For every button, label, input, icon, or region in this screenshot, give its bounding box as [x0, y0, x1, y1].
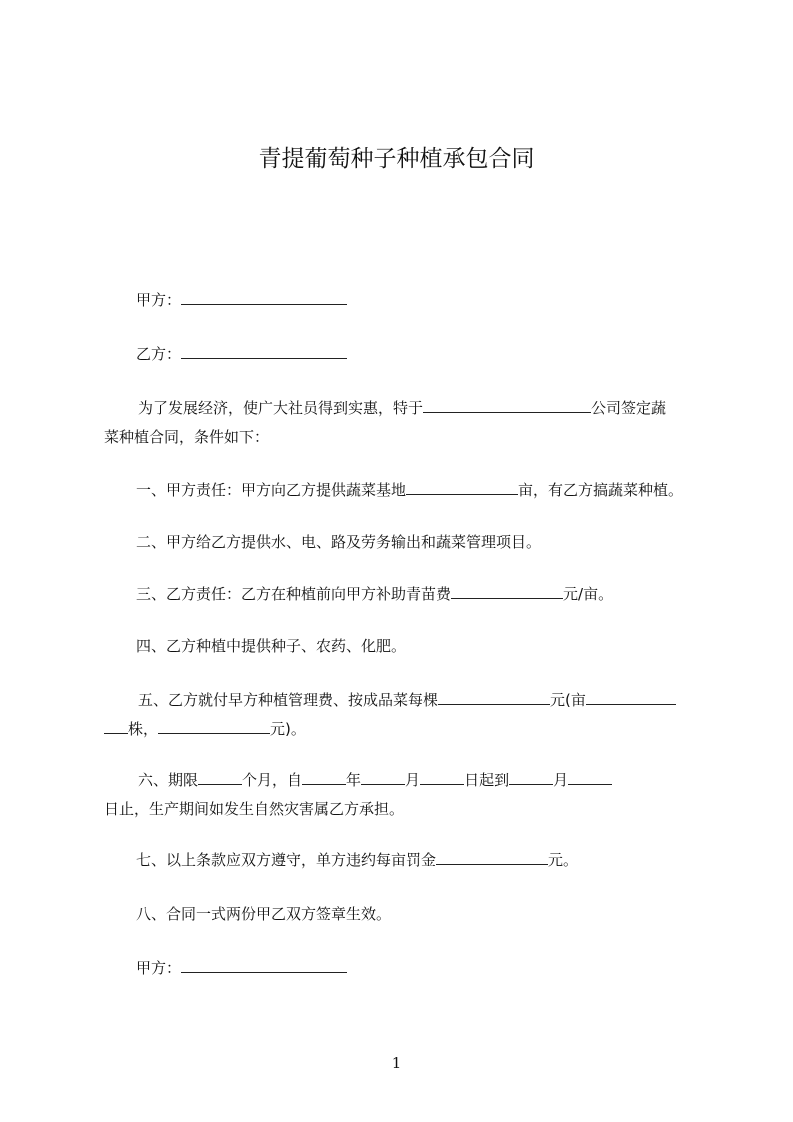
intro-text-3: 菜种植合同，条件如下：: [104, 428, 270, 446]
clause-7-text-2: 元。: [548, 851, 579, 869]
document-title: 青提葡萄种子种植承包合同: [258, 146, 535, 172]
clause-1: [104, 476, 736, 505]
party-b-line: [104, 340, 736, 369]
start-year-blank[interactable]: [302, 768, 346, 785]
clause-6-text-6: 月: [553, 771, 569, 789]
clause-1-text-2: 亩，有乙方搞蔬菜种植。: [518, 481, 684, 499]
intro-text-1: 为了发展经济，使广大社员得到实惠，特于: [138, 399, 424, 417]
penalty-blank[interactable]: [436, 848, 548, 865]
clause-8: [104, 900, 736, 929]
company-blank[interactable]: [423, 396, 591, 413]
clause-5: [104, 686, 704, 744]
seedling-fee-blank[interactable]: [451, 582, 563, 599]
start-month-blank[interactable]: [361, 768, 405, 785]
party-a-label: 甲方：: [136, 291, 182, 309]
party-b-label: 乙方：: [136, 345, 182, 363]
clause-3-text-1: 三、乙方责任：乙方在种植前向甲方补助青苗费: [136, 585, 452, 603]
clause-5-text-2: 元(亩: [550, 691, 586, 709]
clause-6-text-7: 日止，生产期间如发生自然灾害属乙方承担。: [104, 800, 405, 818]
intro-text-2: 公司签定蔬: [591, 399, 667, 417]
clause-5-text-3: 株，: [128, 720, 159, 738]
clause-6-text-5: 日起到: [464, 771, 510, 789]
end-year-blank[interactable]: [509, 768, 553, 785]
signature-line: [104, 954, 736, 983]
intro-paragraph: [104, 394, 704, 452]
clause-4-text: 四、乙方种植中提供种子、农药、化肥。: [136, 637, 407, 655]
clause-6-text-3: 年: [346, 771, 362, 789]
clause-6-text-4: 月: [405, 771, 421, 789]
party-a-line: [104, 286, 736, 315]
clause-2-text: 二、甲方给乙方提供水、电、路及劳务输出和蔬菜管理项目。: [136, 533, 542, 551]
signature-label: 甲方：: [136, 959, 182, 977]
party-b-blank[interactable]: [181, 342, 347, 359]
clause-7-text-1: 七、以上条款应双方遵守，单方违约每亩罚金: [136, 851, 437, 869]
page-number: 1: [391, 1054, 402, 1072]
area-blank[interactable]: [406, 478, 518, 495]
signature-blank[interactable]: [181, 956, 347, 973]
clause-6-text-2: 个月，自: [242, 771, 303, 789]
party-a-blank[interactable]: [181, 288, 347, 305]
clause-4: [104, 632, 736, 661]
months-blank[interactable]: [198, 768, 242, 785]
clause-1-text-1: 一、甲方责任：甲方向乙方提供蔬菜基地: [136, 481, 407, 499]
clause-2: [104, 528, 736, 557]
start-day-blank[interactable]: [420, 768, 464, 785]
clause-5-text-1: 五、乙方就付早方种植管理费、按成品菜每棵: [138, 691, 439, 709]
clause-6-text-1: 六、期限: [138, 771, 199, 789]
per-plant-fee-blank[interactable]: [438, 688, 550, 705]
plants-per-mu-blank-a[interactable]: [586, 688, 676, 705]
clause-6: [104, 766, 704, 824]
clause-3-text-2: 元/亩。: [563, 585, 614, 603]
end-month-blank[interactable]: [568, 768, 612, 785]
clause-8-text: 八、合同一式两份甲乙双方签章生效。: [136, 905, 392, 923]
total-fee-blank[interactable]: [158, 717, 270, 734]
clause-7: [104, 846, 736, 875]
clause-5-text-4: 元)。: [270, 720, 306, 738]
clause-3: [104, 580, 736, 609]
plants-per-mu-blank-b[interactable]: [104, 717, 128, 734]
